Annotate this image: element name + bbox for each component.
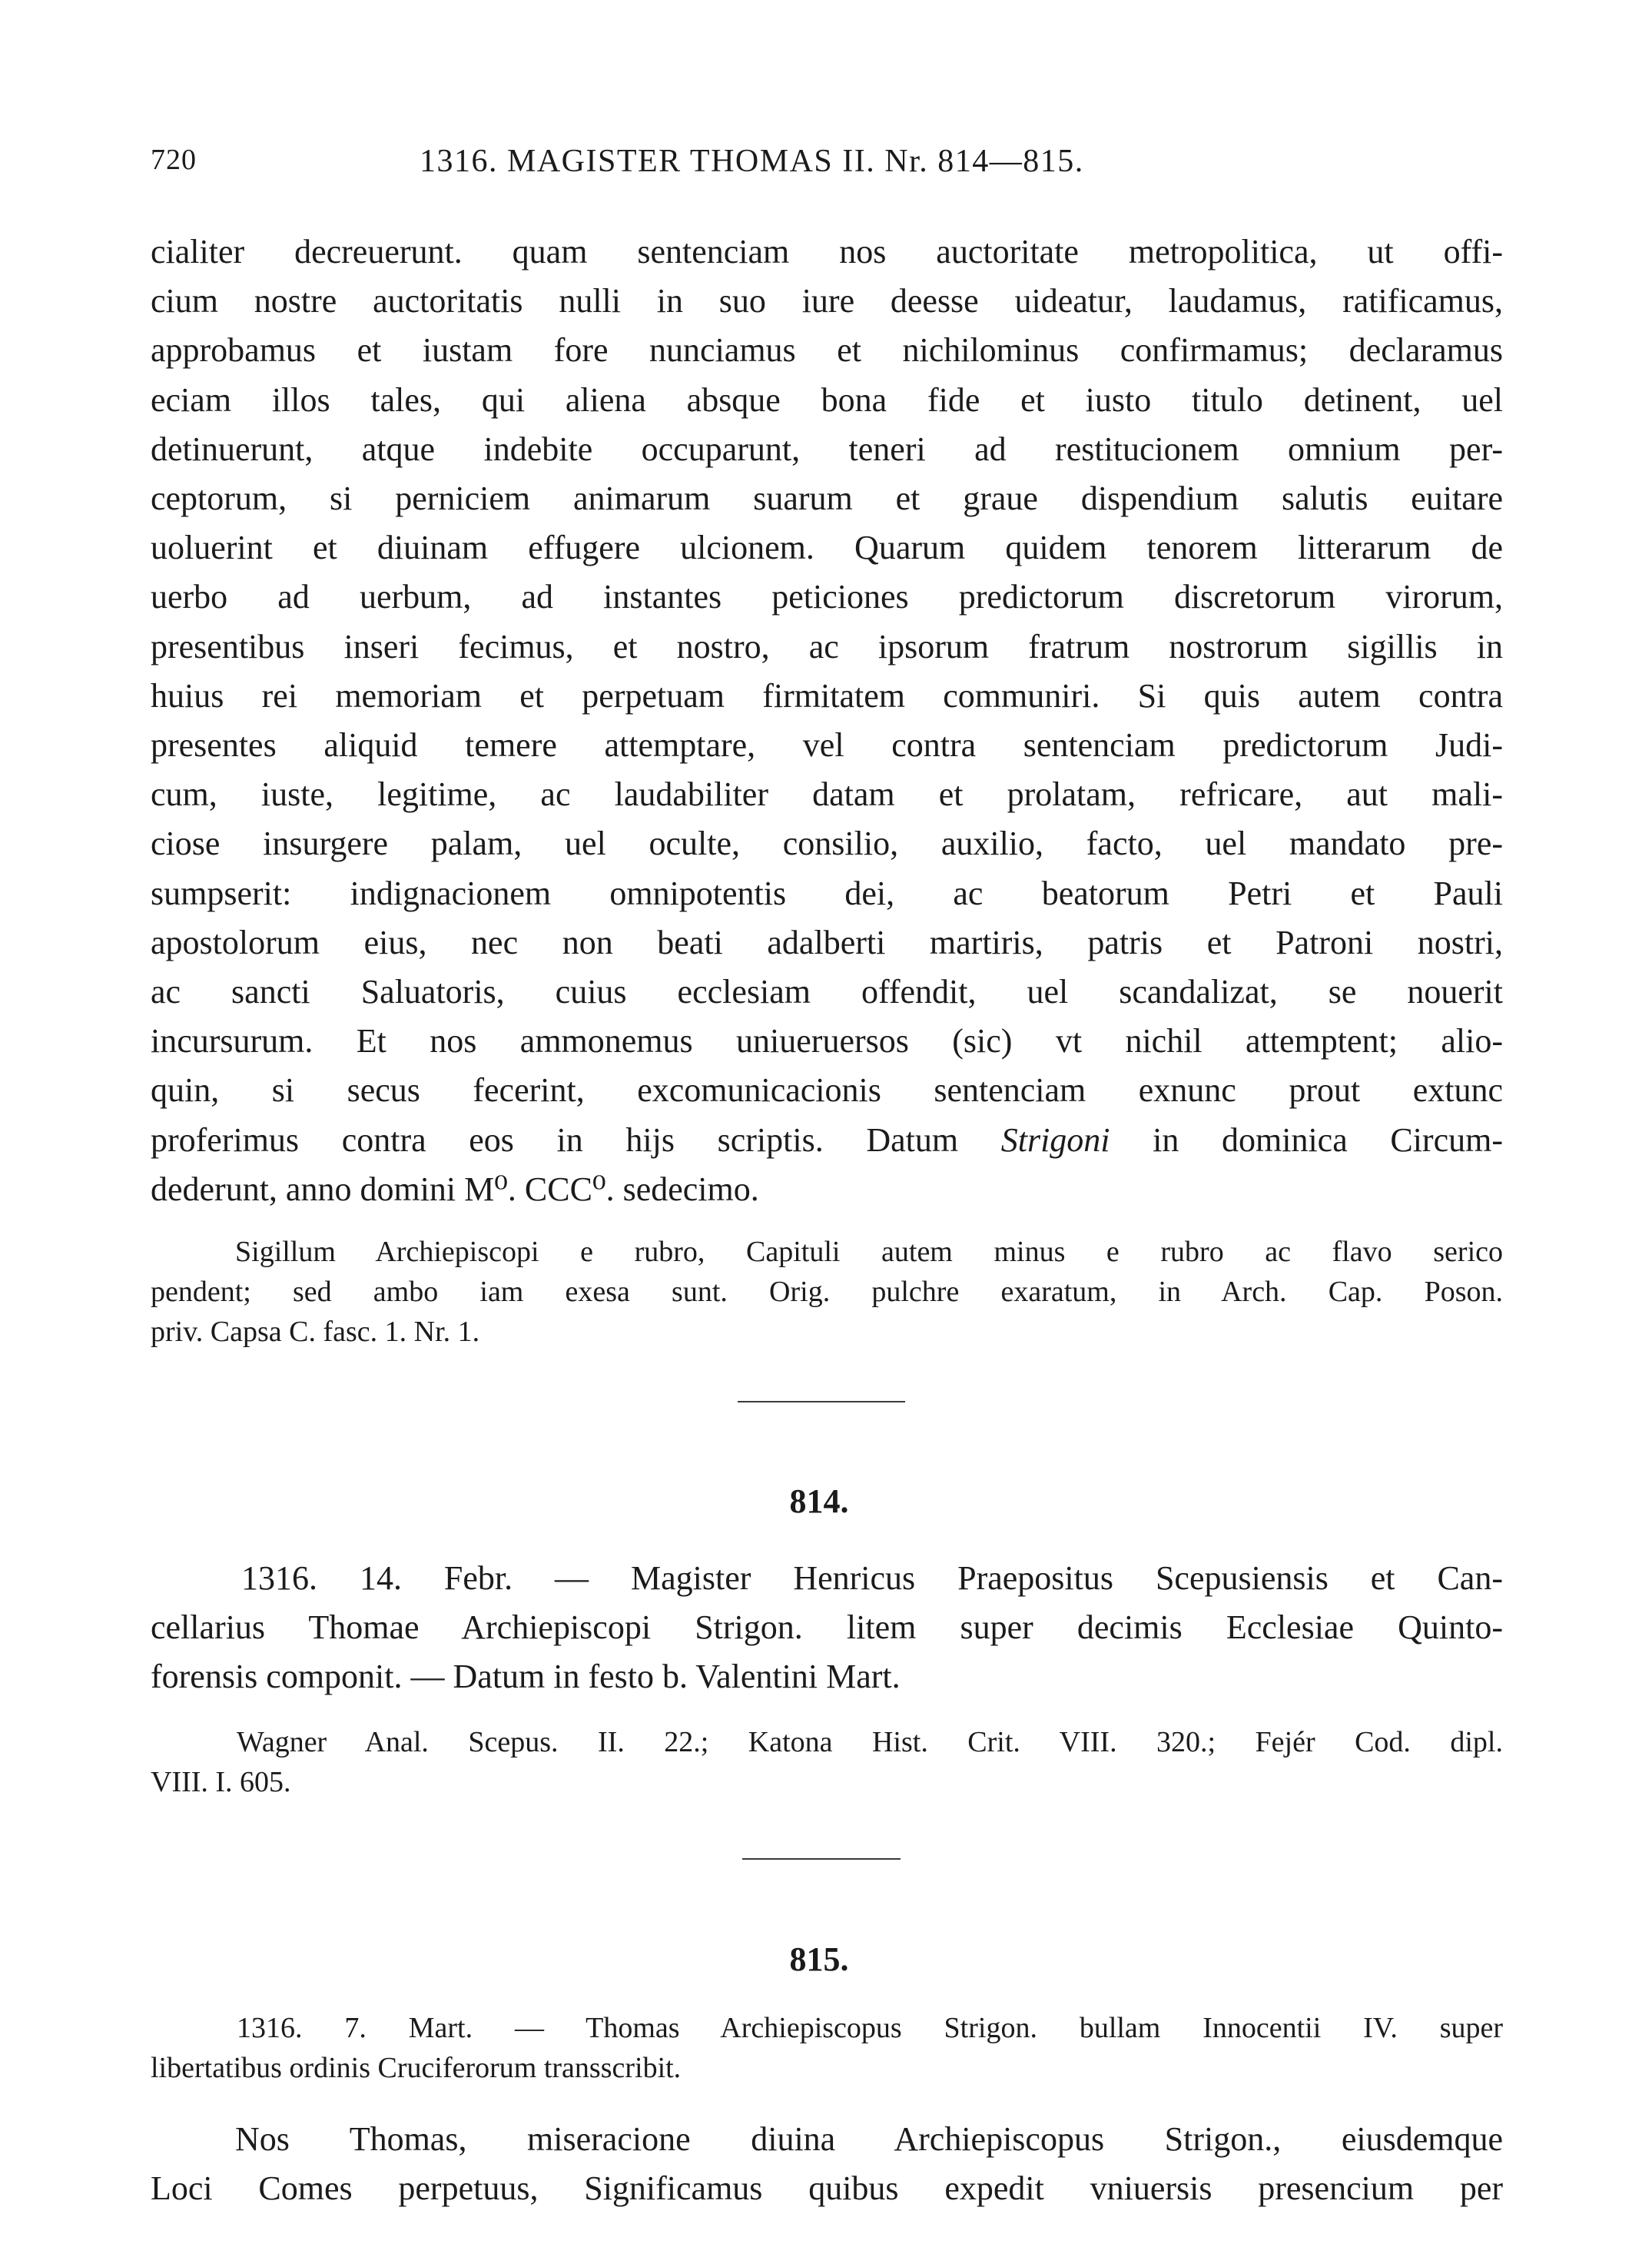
entry-814-summary-cont (151, 1603, 1503, 1701)
source-line: Wagner Anal. Scepus. II. 22.; Katona Hist. Crit. VIII. 320.; Fejér Cod. dipl. (237, 1726, 1503, 1758)
entry-814-sources-cont (151, 1762, 1503, 1802)
entry-815-summary (151, 2008, 1503, 2048)
entry-814-summary (151, 1554, 1503, 1603)
text-line: cum, iuste, legitime, ac laudabiliter datam et prolatam, refricare, aut mali- (151, 775, 1503, 814)
text-line: quin, si secus fecerint, excomunicacionis sentenciam exnunc prout extunc (151, 1071, 1503, 1110)
entry-number-815: 815. (789, 1940, 849, 1978)
section-divider (738, 1401, 905, 1402)
entry-815-summary-cont (151, 2048, 1503, 2088)
seal-note-cont (151, 1272, 1503, 1352)
datum-rest: in dominica Circum- (1110, 1120, 1503, 1159)
text-line: uerbo ad uerbum, ad instantes peticiones predictorum discretorum virorum, (151, 578, 1503, 616)
note-line: pendent; sed ambo iam exesa sunt. Orig. pulchre exaratum, in Arch. Cap. Poson. (151, 1276, 1503, 1308)
running-title: 1316. MAGISTER THOMAS II. Nr. 814—815. (420, 144, 1084, 179)
text-line: eciam illos tales, qui aliena absque bona fide et iusto titulo detinent, uel (151, 380, 1503, 419)
datum-prefix: proferimus contra eos in hijs scriptis. Datum (151, 1120, 959, 1159)
summary-line: 1316. 7. Mart. — Thomas Archiepiscopus Strigon. bullam Innocentii IV. super (237, 2012, 1503, 2044)
section-divider (742, 1858, 901, 1860)
text-line: detinuerunt, atque indebite occuparunt, teneri ad restitucionem omnium per- (151, 430, 1503, 468)
entry-814-sources (151, 1722, 1503, 1762)
text-line: apostolorum eius, nec non beati adalberti martiris, patris et Patroni nostri, (151, 923, 1503, 961)
continued-charter-text (151, 227, 1503, 1214)
datum-place: Strigoni (1000, 1120, 1110, 1159)
text-line: ac sancti Saluatoris, cuius ecclesiam offendit, uel scandalizat, se nouerit (151, 973, 1503, 1011)
text-line: huius rei memoriam et perpetuam firmitatem communiri. Si quis autem contra (151, 676, 1503, 715)
summary-line-last: libertatibus ordinis Cruciferorum transscribit. (151, 2052, 682, 2084)
seal-note (151, 1232, 1503, 1272)
page-header (151, 143, 1503, 189)
page-number: 720 (151, 144, 197, 176)
datum-line (151, 1116, 1503, 1165)
text-line: presentibus inseri fecimus, et nostro, ac ipsorum fratrum nostrorum sigillis in (151, 627, 1503, 665)
text-line: Nos Thomas, miseracione diuina Archiepiscopus Strigon., eiusdemque (235, 2120, 1503, 2158)
summary-line: 1316. 14. Febr. — Magister Henricus Praepositus Scepusiensis et Can- (241, 1559, 1503, 1597)
entry-815-text-cont (151, 2164, 1503, 2213)
text-line: incursurum. Et nos ammonemus uniueruersos (sic) vt nichil attemptent; alio- (151, 1022, 1503, 1060)
text-line: uoluerint et diuinam effugere ulcionem. Quarum quidem tenorem litterarum de (151, 529, 1503, 567)
text-line: ceptorum, si perniciem animarum suarum et graue dispendium salutis euitare (151, 480, 1503, 518)
text-line: ciose insurgere palam, uel oculte, consilio, auxilio, facto, uel mandato pre- (151, 825, 1503, 863)
entry-number-814: 814. (789, 1482, 849, 1520)
text-line: sumpserit: indignacionem omnipotentis dei, ac beatorum Petri et Pauli (151, 874, 1503, 912)
source-line-last: VIII. I. 605. (151, 1766, 291, 1798)
text-line: presentes aliquid temere attemptare, vel contra sentenciam predictorum Judi- (151, 726, 1503, 765)
text-line: cialiter decreuerunt. quam sentenciam nos auctoritate metropolitica, ut offi- (151, 233, 1503, 271)
text-line-last: dederunt, anno domini M⁰. CCC⁰. sedecimo. (151, 1170, 759, 1208)
text-line: Loci Comes perpetuus, Significamus quibus expedit vniuersis presencium per (151, 2169, 1503, 2207)
text-line: approbamus et iustam fore nunciamus et nichilominus confirmamus; declaramus (151, 331, 1503, 370)
entry-815-text (151, 2115, 1503, 2164)
summary-line-last: forensis componit. — Datum in festo b. Valentini Mart. (151, 1658, 901, 1696)
note-line: Sigillum Archiepiscopi e rubro, Capituli autem minus e rubro ac flavo serico (235, 1236, 1503, 1268)
text-line: cium nostre auctoritatis nulli in suo iure deesse uideatur, laudamus, ratificamus, (151, 282, 1503, 320)
note-line-last: priv. Capsa C. fasc. 1. Nr. 1. (151, 1316, 480, 1348)
summary-line: cellarius Thomae Archiepiscopi Strigon. litem super decimis Ecclesiae Quinto- (151, 1608, 1503, 1646)
